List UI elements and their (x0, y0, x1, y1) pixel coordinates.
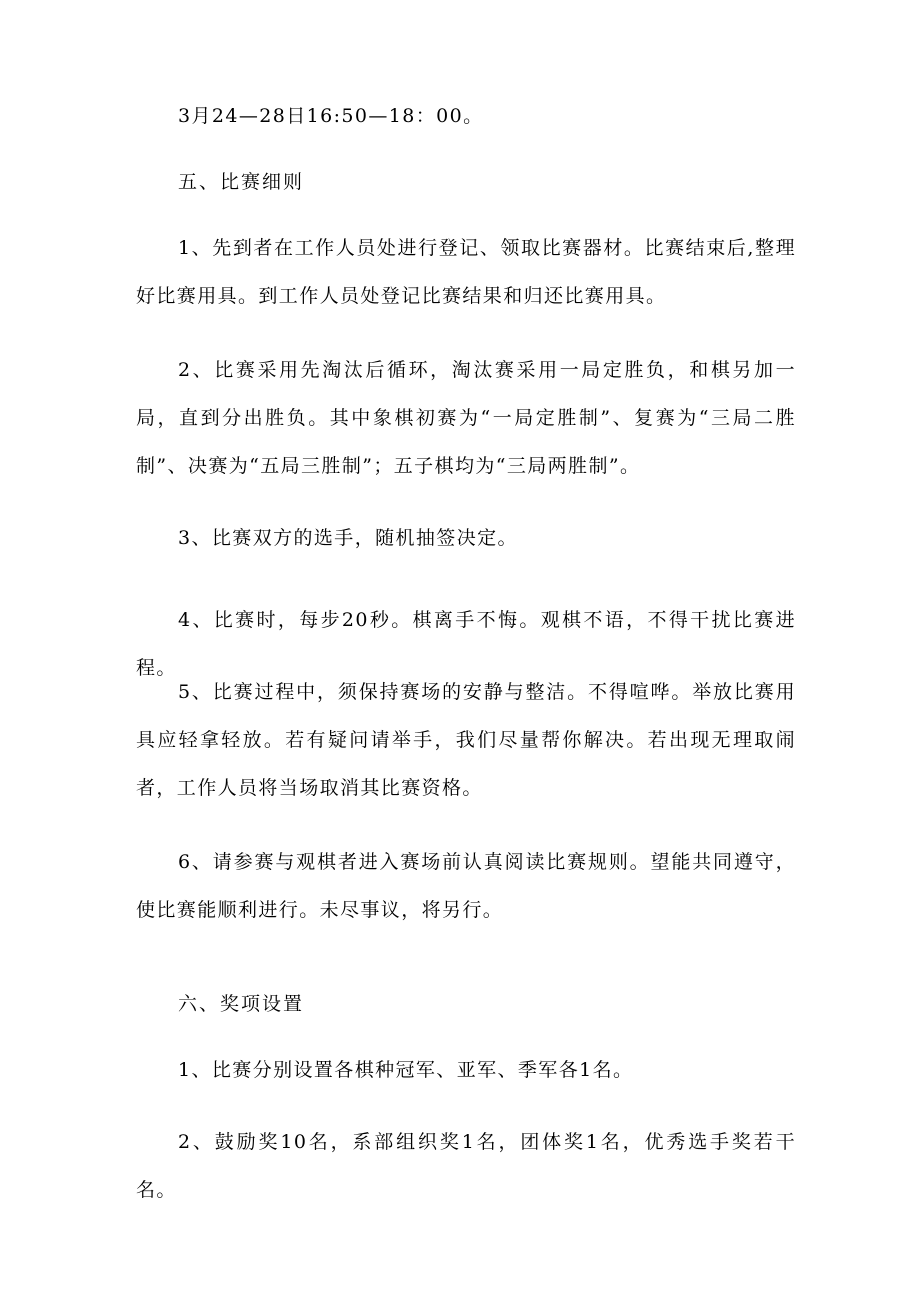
section-heading-awards: 六、奖项设置 (178, 993, 305, 1015)
award-item-1: 1、比赛分别设置各棋种冠军、亚军、季军各1名。 (178, 1059, 634, 1081)
rule-item-4: 4、比赛时，每步20秒。棋离手不悔。观棋不语，不得干扰比赛进程。 (136, 609, 796, 679)
time-line: 3月24—28日16:50—18：00。 (178, 105, 484, 127)
rule-item-5: 5、比赛过程中，须保持赛场的安静与整洁。不得喧哗。举放比赛用具应轻拿轻放。若有疑问请举手，我们尽量帮你解决。若出现无理取闹者，工作人员将当场取消其比赛资格。 (136, 681, 796, 799)
award-item-2: 2、鼓励奖10名，系部组织奖1名，团体奖1名，优秀选手奖若干名。 (136, 1131, 796, 1201)
rule-item-3: 3、比赛双方的选手，随机抽签决定。 (178, 527, 518, 549)
section-heading-rules: 五、比赛细则 (178, 171, 305, 193)
rule-item-1: 1、先到者在工作人员处进行登记、领取比赛器材。比赛结束后,整理好比赛用具。到工作人员处登记比赛结果和归还比赛用具。 (136, 237, 796, 307)
rule-item-2: 2、比赛采用先淘汰后循环，淘汰赛采用一局定胜负，和棋另加一局，直到分出胜负。其中象棋初赛为“一局定胜制”、复赛为“三局二胜制”、决赛为“五局三胜制”；五子棋均为“三局两胜制”。 (136, 359, 796, 477)
rule-item-6: 6、请参赛与观棋者进入赛场前认真阅读比赛规则。望能共同遵守，使比赛能顺利进行。未尽事议，将另行。 (136, 851, 796, 921)
